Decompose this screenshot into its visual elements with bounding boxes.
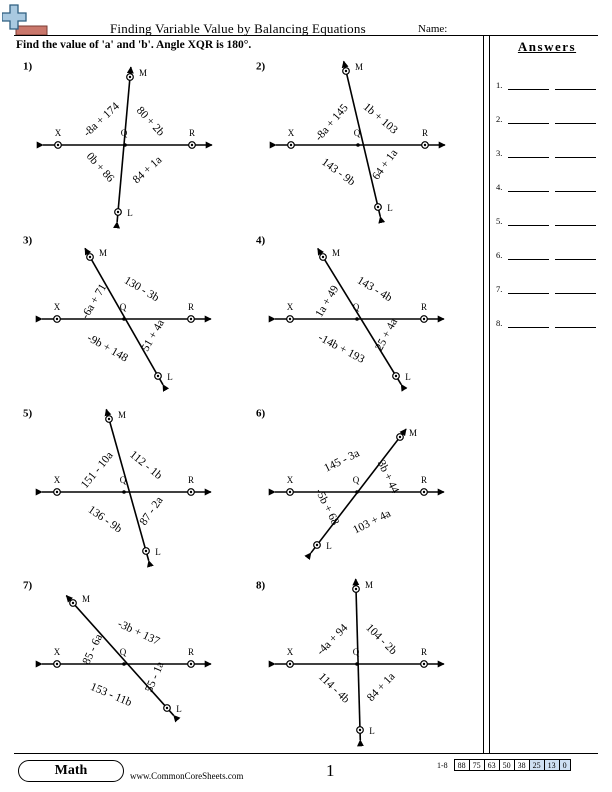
- angle-label-lqr: 87 - 2a: [137, 494, 166, 528]
- angle-label-mqr: 1b + 103: [360, 100, 400, 137]
- angle-label-mqr: 80 + 2b: [133, 104, 167, 139]
- angle-label-lqr: 55 - 1a: [143, 660, 167, 695]
- point-r-center: [423, 663, 425, 665]
- label-q: Q: [120, 128, 128, 139]
- problem-4: [256, 235, 444, 385]
- label-q: Q: [119, 475, 127, 486]
- point-x-center: [289, 318, 291, 320]
- angle-label-xql: 136 - 9b: [85, 503, 124, 536]
- label-l: L: [369, 726, 375, 737]
- label-q: Q: [352, 302, 360, 313]
- point-l-center: [316, 544, 318, 546]
- problem-number: 4): [256, 234, 266, 247]
- angle-label-lqr: 84 + 1a: [130, 154, 165, 187]
- label-m: M: [408, 428, 418, 439]
- instructions: Find the value of 'a' and 'b'. Angle XQR is 180°.: [16, 39, 252, 51]
- point-r-center: [424, 144, 426, 146]
- point-m-center: [89, 256, 91, 258]
- angle-label-xql: -5b + 68: [312, 486, 342, 528]
- label-x: X: [53, 475, 61, 486]
- label-q: Q: [119, 647, 127, 658]
- label-x: X: [286, 302, 294, 313]
- point-x-center: [289, 491, 291, 493]
- point-m-center: [72, 602, 74, 604]
- line-ml: [106, 409, 148, 560]
- label-x: X: [54, 128, 62, 139]
- problem-number: 7): [23, 579, 33, 592]
- point-m-center: [129, 76, 131, 78]
- angle-label-xqm: 151 - 10a: [78, 449, 116, 491]
- point-m-center: [399, 436, 401, 438]
- label-q: Q: [353, 128, 361, 139]
- score-range-label: 1-8: [437, 760, 448, 770]
- problem-1: [23, 61, 212, 222]
- angle-label-xqm: 85 - 6a: [80, 632, 106, 667]
- angle-label-lqr: 25 + 4a: [373, 316, 401, 353]
- point-q: [355, 317, 359, 321]
- angle-label-xql: 0b + 86: [83, 150, 117, 185]
- label-m: M: [354, 62, 364, 73]
- point-m-center: [355, 588, 357, 590]
- angle-label-xqm: -8a + 174: [81, 100, 122, 140]
- score-cell: 25: [529, 760, 544, 771]
- label-l: L: [405, 372, 411, 383]
- point-x-center: [56, 491, 58, 493]
- point-r-center: [191, 144, 193, 146]
- angle-label-xql: 143 - 9b: [319, 156, 358, 189]
- problem-3: [23, 235, 211, 385]
- point-x-center: [57, 144, 59, 146]
- point-m-center: [345, 70, 347, 72]
- angle-label-xql: -14b + 193: [316, 331, 367, 366]
- line-ml: [344, 61, 381, 216]
- problem-number: 5): [23, 407, 33, 420]
- problem-2: [256, 61, 445, 217]
- point-x-center: [56, 318, 58, 320]
- angle-label-mqr: 143 - 4b: [354, 274, 395, 305]
- label-x: X: [286, 647, 294, 658]
- problem-7: [23, 580, 211, 716]
- angle-label-lqr: 64 + 1a: [370, 147, 401, 183]
- answer-number: 1.: [496, 80, 503, 90]
- problem-6: [256, 408, 444, 553]
- label-l: L: [387, 203, 393, 214]
- label-r: R: [420, 475, 428, 486]
- label-l: L: [167, 372, 173, 383]
- label-m: M: [138, 68, 148, 79]
- point-q: [355, 490, 359, 494]
- subject-badge: Math: [18, 760, 124, 782]
- label-x: X: [286, 475, 294, 486]
- label-q: Q: [352, 475, 360, 486]
- score-cell: 13: [544, 760, 559, 771]
- angle-label-xqm: -8a + 145: [312, 102, 351, 144]
- point-q: [123, 143, 127, 147]
- problem-5: [23, 408, 211, 561]
- label-l: L: [127, 208, 133, 219]
- point-l-center: [359, 729, 361, 731]
- problem-number: 2): [256, 60, 266, 73]
- label-r: R: [421, 128, 429, 139]
- point-l-center: [395, 375, 397, 377]
- page-number: 1: [326, 761, 335, 780]
- point-q: [122, 317, 126, 321]
- angle-label-mqr: 104 - 2b: [363, 621, 400, 658]
- problem-number: 1): [23, 60, 33, 73]
- score-cell: 75: [469, 760, 484, 771]
- score-cell: 63: [484, 760, 499, 771]
- score-cell: 38: [514, 760, 529, 771]
- point-x-center: [56, 663, 58, 665]
- point-r-center: [423, 491, 425, 493]
- point-q: [122, 490, 126, 494]
- label-r: R: [187, 647, 195, 658]
- line-ml: [356, 579, 361, 740]
- label-q: Q: [119, 302, 127, 313]
- point-l-center: [145, 550, 147, 552]
- label-l: L: [176, 704, 182, 715]
- point-l-center: [377, 206, 379, 208]
- angle-label-xqm: 1a + 49: [313, 283, 342, 320]
- label-m: M: [364, 580, 374, 591]
- point-r-center: [423, 318, 425, 320]
- point-r-center: [190, 318, 192, 320]
- problem-8: [256, 579, 444, 740]
- point-x-center: [289, 663, 291, 665]
- angle-label-xqm: -4a + 94: [314, 621, 351, 658]
- problem-number: 3): [23, 234, 33, 247]
- label-m: M: [331, 248, 341, 259]
- label-r: R: [187, 302, 195, 313]
- point-l-center: [157, 375, 159, 377]
- footer-divider: [14, 753, 598, 754]
- worksheet-title: Finding Variable Value by Balancing Equations: [110, 21, 366, 36]
- point-m-center: [108, 418, 110, 420]
- point-m-center: [322, 256, 324, 258]
- label-m: M: [117, 410, 127, 421]
- name-label: Name:: [418, 23, 448, 35]
- point-r-center: [190, 663, 192, 665]
- answer-number: 3.: [496, 148, 503, 158]
- angle-label-mqr: -3b + 137: [115, 617, 162, 648]
- angle-label-xql: 153 - 11b: [88, 680, 134, 709]
- score-cell: 0: [559, 760, 570, 771]
- answer-number: 4.: [496, 182, 503, 192]
- angle-label-mqr: 3b + 44: [374, 458, 402, 496]
- label-x: X: [53, 302, 61, 313]
- answer-number: 7.: [496, 284, 503, 294]
- problem-number: 8): [256, 579, 266, 592]
- answer-number: 8.: [496, 318, 503, 328]
- angle-label-lqr: 103 + 4a: [351, 507, 393, 537]
- problem-number: 6): [256, 407, 266, 420]
- label-r: R: [420, 302, 428, 313]
- label-r: R: [187, 475, 195, 486]
- point-r-center: [190, 491, 192, 493]
- point-x-center: [290, 144, 292, 146]
- score-cell: 50: [499, 760, 514, 771]
- angle-label-xql: 114 - 4b: [315, 670, 352, 706]
- angle-label-lqr: 84 + 1a: [365, 670, 398, 704]
- angle-label-lqr: 51 + 4a: [139, 317, 168, 354]
- answer-number: 2.: [496, 114, 503, 124]
- label-r: R: [188, 128, 196, 139]
- angle-label-xql: -9b + 148: [84, 331, 130, 365]
- angle-label-xqm: 145 - 3a: [322, 447, 362, 475]
- score-cell: 88: [454, 760, 469, 771]
- point-q: [122, 662, 126, 666]
- label-r: R: [420, 647, 428, 658]
- label-x: X: [53, 647, 61, 658]
- angle-label-mqr: 130 - 3b: [121, 274, 162, 305]
- score-table: [434, 759, 571, 771]
- angle-label-mqr: 112 - 1b: [127, 448, 165, 482]
- label-m: M: [98, 248, 108, 259]
- label-m: M: [81, 594, 91, 605]
- website: www.CommonCoreSheets.com: [130, 771, 244, 781]
- label-x: X: [287, 128, 295, 139]
- label-l: L: [155, 547, 161, 558]
- answer-number: 6.: [496, 250, 503, 260]
- answer-number: 5.: [496, 216, 503, 226]
- point-q: [356, 143, 360, 147]
- label-l: L: [326, 541, 332, 552]
- point-l-center: [166, 707, 168, 709]
- point-l-center: [117, 211, 119, 213]
- point-q: [355, 662, 359, 666]
- label-q: Q: [352, 647, 360, 658]
- angle-label-xqm: -6a + 71: [79, 281, 110, 322]
- answers-title: Answers: [517, 39, 577, 54]
